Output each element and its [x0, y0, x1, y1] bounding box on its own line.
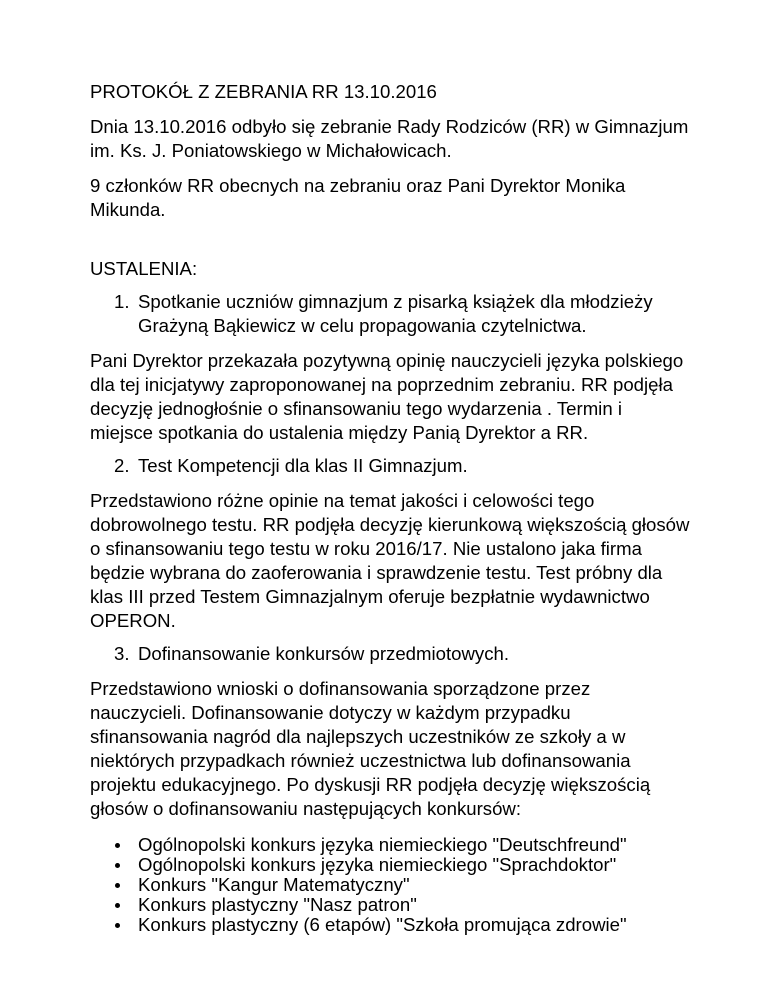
- item-heading-text: Dofinansowanie konkursów przedmiotowych.: [138, 643, 510, 664]
- attendance-info: 9 członków RR obecnych na zebraniu oraz Pani Dyrektor Monika Mikunda.: [90, 175, 626, 220]
- contest-name: Ogólnopolski konkurs języka niemieckiego "Deutschfreund": [138, 834, 627, 855]
- decisions-heading: USTALENIA:: [90, 258, 198, 279]
- bullet-icon: [115, 923, 120, 928]
- contest-name: Konkurs plastyczny (6 etapów) "Szkoła promująca zdrowie": [138, 914, 627, 935]
- contest-list: [90, 835, 690, 935]
- list-item: [90, 855, 690, 875]
- bullet-icon: [115, 863, 120, 868]
- meeting-info: Dnia 13.10.2016 odbyło się zebranie Rady Rodziców (RR) w Gimnazjum im. Ks. J. Poniatowskiego w Michałowicach.: [90, 116, 689, 161]
- item-number: 3.: [114, 643, 130, 664]
- contest-name: Konkurs plastyczny "Nasz patron": [138, 894, 417, 915]
- bullet-icon: [115, 903, 120, 908]
- document-page: [90, 80, 690, 935]
- document-title: PROTOKÓŁ Z ZEBRANIA RR 13.10.2016: [90, 81, 437, 102]
- item-heading-text: Test Kompetencji dla klas II Gimnazjum.: [138, 455, 468, 476]
- decision-item-1-body: Pani Dyrektor przekazała pozytywną opinię nauczycieli języka polskiego dla tej inicjatywy zaproponowanej na poprzednim zebraniu. RR podjęła decyzję jednogłośnie o sfinansowaniu tego wydarzenia . Termin i miejsce spotkania do ustalenia między Panią Dyrektor a RR.: [90, 350, 684, 443]
- contest-name: Ogólnopolski konkurs języka niemieckiego "Sprachdoktor": [138, 854, 617, 875]
- contest-name: Konkurs "Kangur Matematyczny": [138, 874, 410, 895]
- decision-item-3-heading: [90, 642, 690, 666]
- bullet-icon: [115, 843, 120, 848]
- list-item: [90, 835, 690, 855]
- item-number: 1.: [114, 291, 130, 312]
- decision-item-2-heading: [90, 454, 690, 478]
- decision-item-3-body: Przedstawiono wnioski o dofinansowania sporządzone przez nauczycieli. Dofinansowanie dotyczy w każdym przypadku sfinansowania nagród dla najlepszych uczestników ze szkoły a w niektórych przypadkach również uczestnictwa lub dofinansowania projektu edukacyjnego. Po dyskusji RR podjęła decyzję większością głosów o dofinansowaniu następujących konkursów:: [90, 678, 651, 819]
- item-heading-text: Spotkanie uczniów gimnazjum z pisarką książek dla młodzieży Grażyną Bąkiewicz w celu propagowania czytelnictwa.: [138, 291, 653, 336]
- item-number: 2.: [114, 455, 130, 476]
- decision-item-2-body: Przedstawiono różne opinie na temat jakości i celowości tego dobrowolnego testu. RR podjęła decyzję kierunkową większością głosów o sfinansowaniu tego testu w roku 2016/17. Nie ustalono jaka firma będzie wybrana do zaoferowania i sprawdzenie testu. Test próbny dla klas III przed Testem Gimnazjalnym oferuje bezpłatnie wydawnictwo OPERON.: [90, 490, 690, 631]
- list-item: [90, 895, 690, 915]
- bullet-icon: [115, 883, 120, 888]
- list-item: [90, 915, 690, 935]
- decision-item-1-heading: [90, 290, 690, 338]
- list-item: [90, 875, 690, 895]
